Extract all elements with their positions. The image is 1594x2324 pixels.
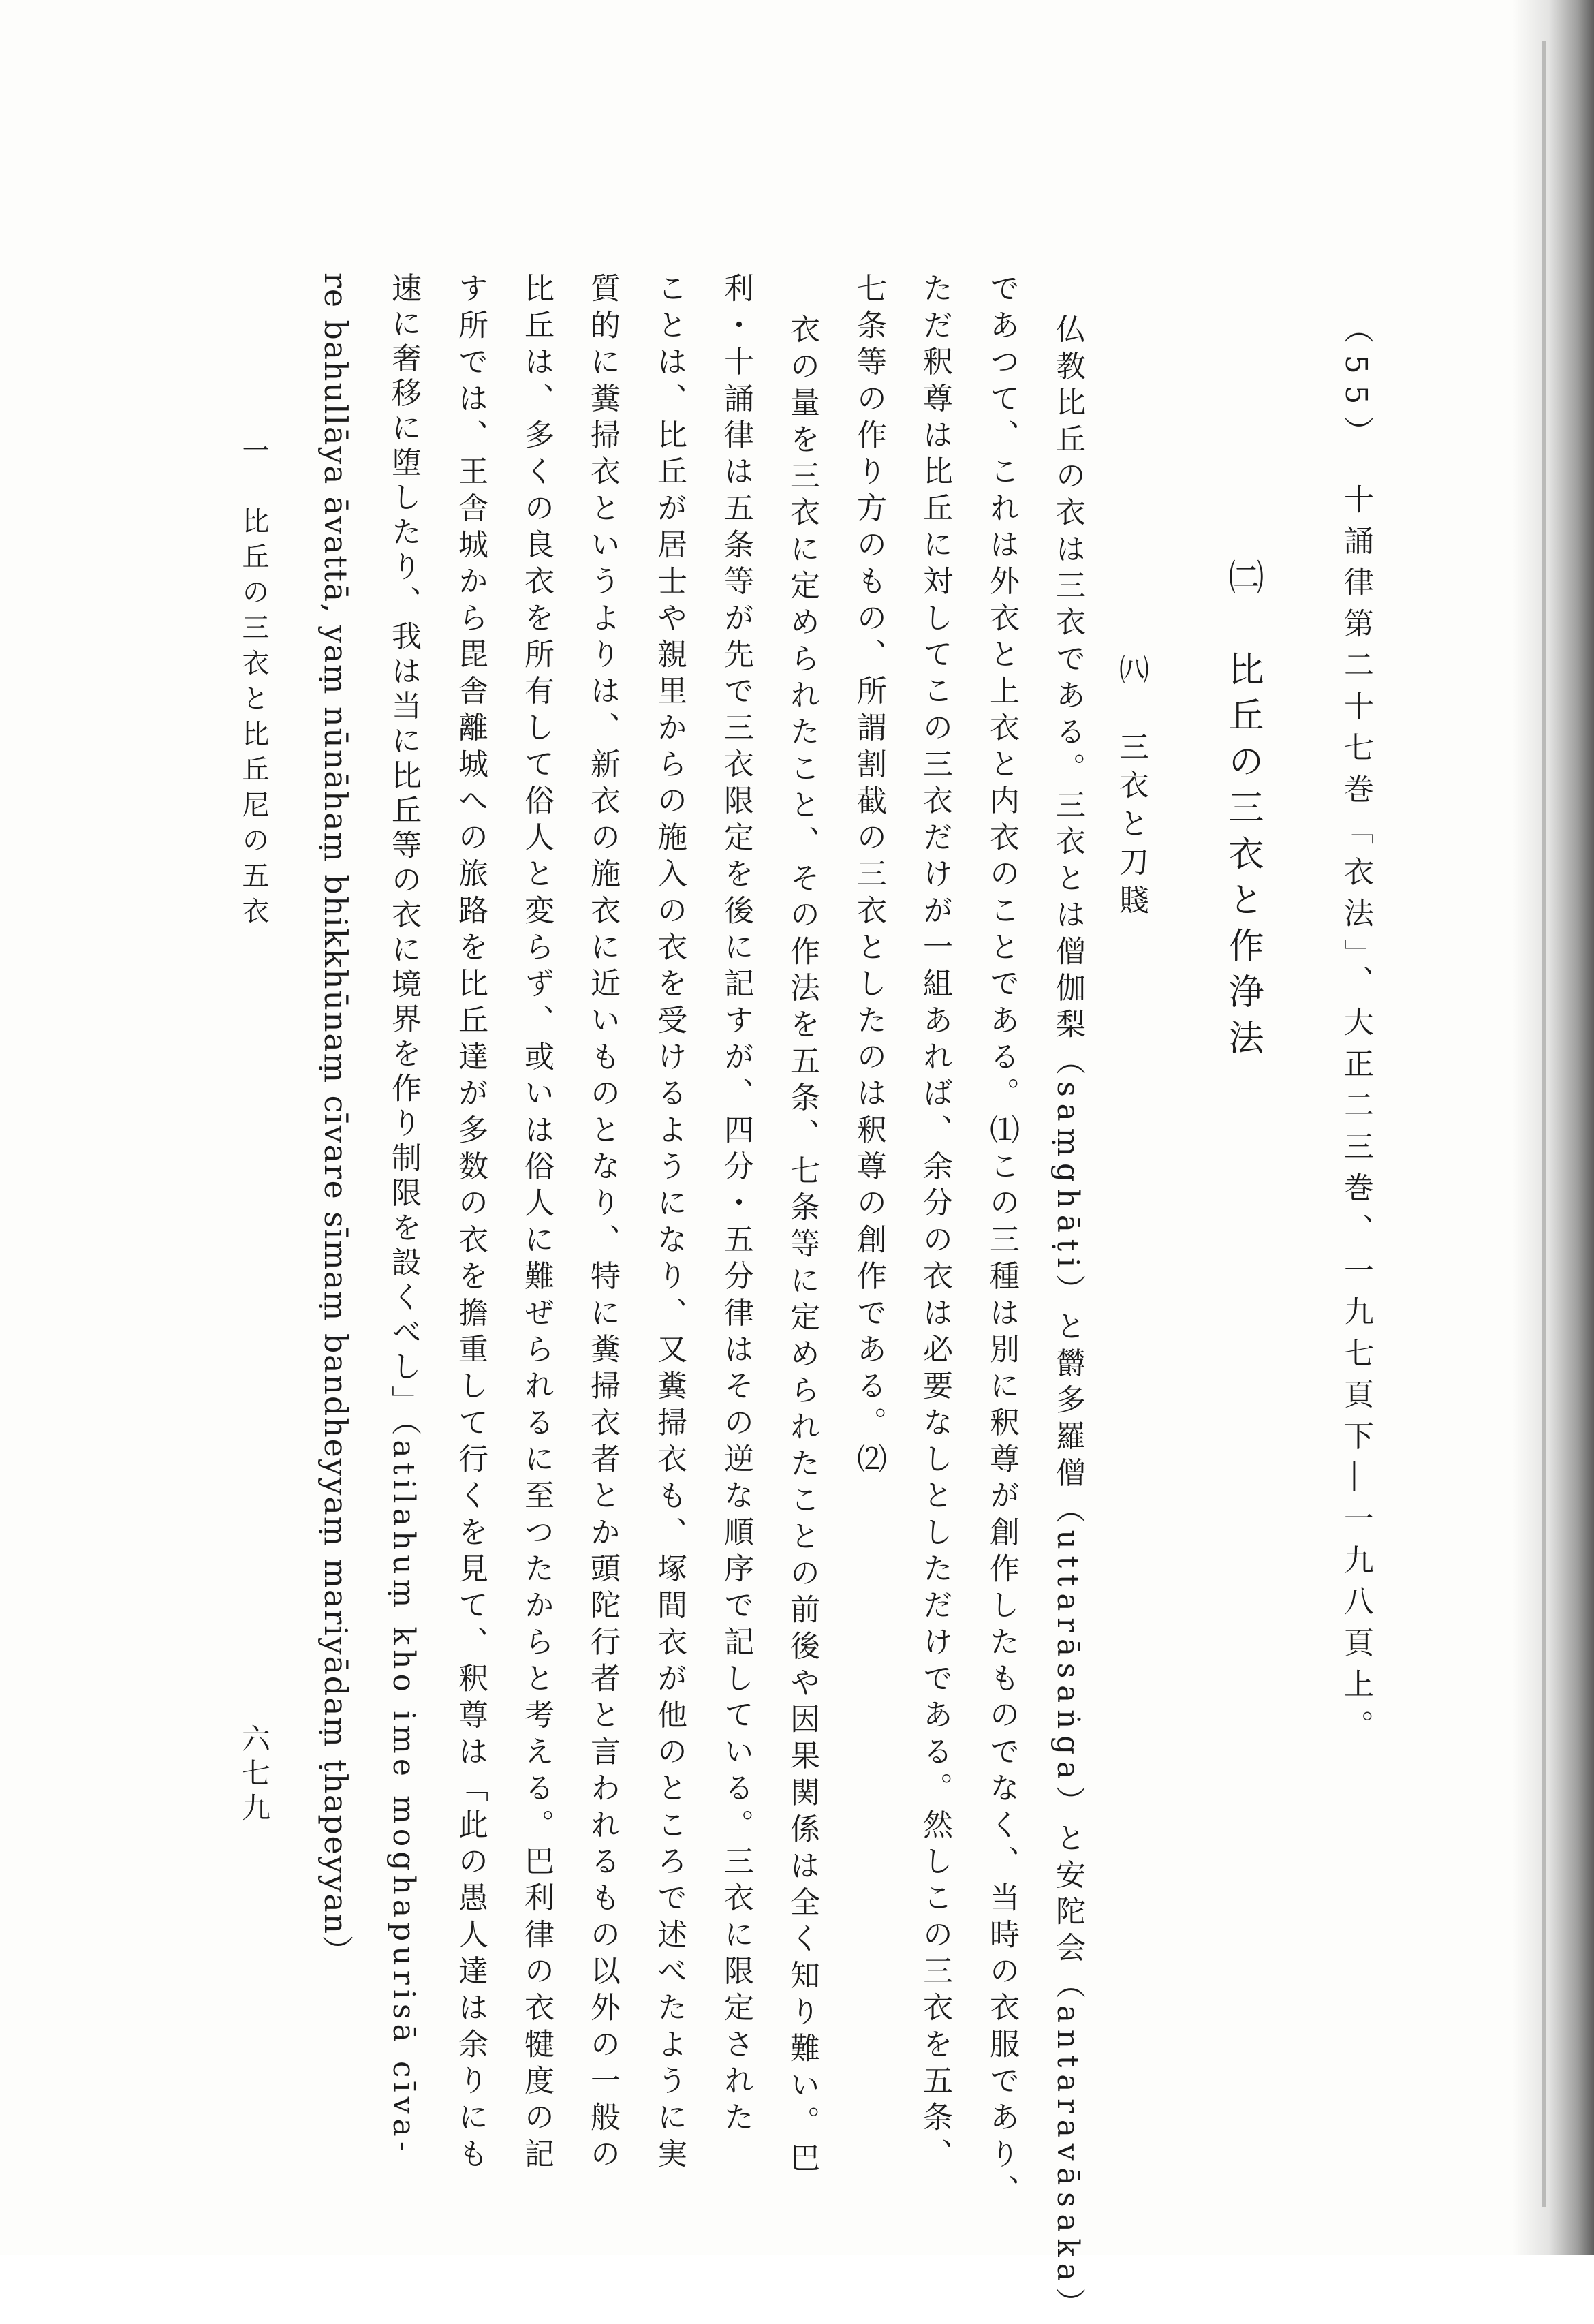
body-column: re bahullāya āvattā, yaṃ nūnāhaṃ bhikkhūnaṃ cīvare sīmaṃ bandheyyaṃ mariyādaṃ ṭhapeyyan） (317, 273, 354, 1968)
body-column: 質的に糞掃衣というよりは、新衣の施衣に近いものとなり、特に糞掃衣者とか頭陀行者と言われるもの以外の一般の (585, 273, 620, 2175)
body-column: 速に奢移に堕したり、我は当に比丘等の衣に境界を作り制限を設くべし」（atilahuṃ kho ime moghapurisā cīva- (386, 273, 421, 2156)
binding-shadow (1512, 0, 1594, 2255)
body-column: 七条等の作り方のもの、所謂割截の三衣としたのは釈尊の創作である。⑵ (851, 273, 886, 1480)
body-column: であつて、これは外衣と上衣と内衣のことである。⑴この三種は別に釈尊が創作したものでなく、当時の衣服であり、 (984, 273, 1019, 2212)
footnote-55: （55） 十誦律第二十七巻「衣法」、大正二三巻、一九七頁下―一九八頁上。 (1339, 313, 1373, 1751)
subsection-heading: ㈧ 三衣と刀賤 (1114, 654, 1148, 923)
body-column: す所では、王舎城から毘舎離城への旅路を比丘達が多数の衣を擔重して行くを見て、釈尊は「此の愚人達は余りにも (453, 273, 488, 2175)
body-column: 利・十誦律は五条等が先で三衣限定を後に記すが、四分・五分律はその逆な順序で記している。三衣に限定された (719, 273, 753, 2138)
body-column: ただ釈尊は比丘に対してこの三衣だけが一組あれば、余分の衣は必要なしとしただけである。然しこの三衣を五条、 (918, 273, 952, 2175)
body-column: 仏教比丘の衣は三衣である。三衣とは僧伽梨（saṃghāṭi）と欝多羅僧（uttarāsaṅga）と安陀会（antaravāsaka） (1050, 313, 1085, 2324)
body-column: ことは、比丘が居士や親里からの施入の衣を受けるようになり、又糞掃衣も、塚間衣が他のところで述べたように実 (652, 273, 687, 2175)
body-column: 比丘は、多くの良衣を所有して俗人と変らず、或いは俗人に難ぜられるに至つたからと考える。巴利律の衣犍度の記 (519, 273, 554, 2175)
page-number: 六七九 (238, 1724, 271, 1827)
running-footer: 一 比丘の三衣と比丘尼の五衣 (238, 436, 269, 932)
body-column: 衣の量を三衣に定められたこと、その作法を五条、七条等に定められたことの前後や因果関係は全く知り難い。巴 (785, 313, 819, 2179)
section-heading: ㈡ 比丘の三衣と作浄法 (1222, 559, 1263, 1066)
